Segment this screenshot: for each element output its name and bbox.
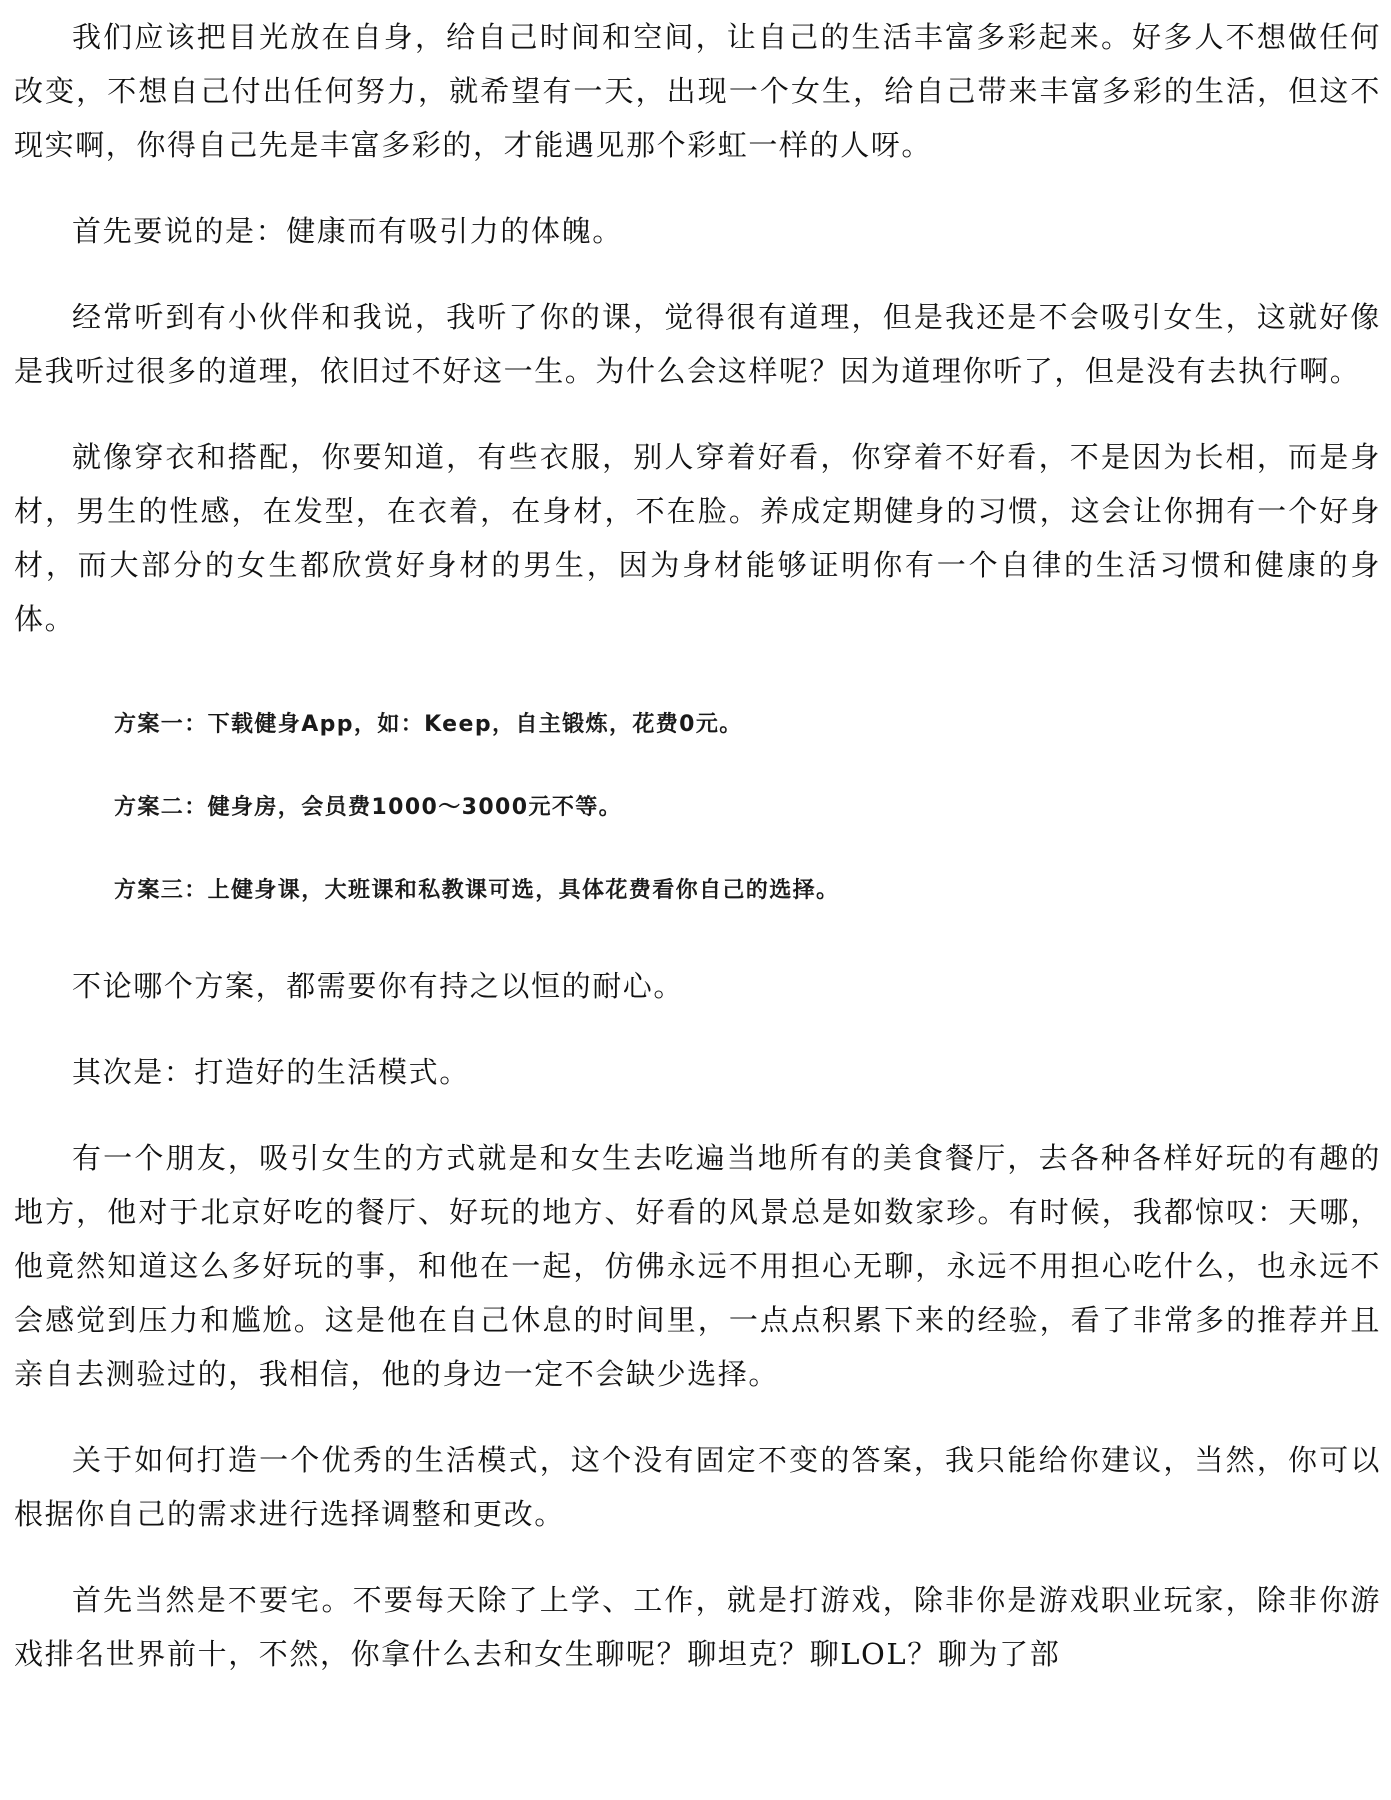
paragraph-advice-execution: 经常听到有小伙伴和我说，我听了你的课，觉得很有道理，但是我还是不会吸引女生，这就好像是我听过很多的道理，依旧过不好这一生。为什么会这样呢？因为道理你听了，但是没有去执行啊。 [14, 300, 1381, 388]
paragraph-intro: 我们应该把目光放在自身，给自己时间和空间，让自己的生活丰富多彩起来。好多人不想做任何改变，不想自己付出任何努力，就希望有一天，出现一个女生，给自己带来丰富多彩的生活，但这不现实啊，你得自己先是丰富多彩的，才能遇见那个彩虹一样的人呀。 [14, 20, 1381, 162]
plan-item-1: 方案一：下载健身App，如：Keep，自主锻炼，花费0元。 [114, 712, 743, 737]
paragraph-persistence: 不论哪个方案，都需要你有持之以恒的耐心。 [72, 969, 685, 1003]
paragraph-lifestyle-advice: 关于如何打造一个优秀的生活模式，这个没有固定不变的答案，我只能给你建议，当然，你可以根据你自己的需求进行选择调整和更改。 [14, 1443, 1381, 1531]
plan-item-3: 方案三：上健身课，大班课和私教课可选，具体花费看你自己的选择。 [114, 878, 840, 903]
paragraph-friend-story: 有一个朋友，吸引女生的方式就是和女生去吃遍当地所有的美食餐厅，去各种各样好玩的有趣的地方，他对于北京好吃的餐厅、好玩的地方、好看的风景总是如数家珍。有时候，我都惊叹：天哪，他竟然知道这么多好玩的事，和他在一起，仿佛永远不用担心无聊，永远不用担心吃什么，也永远不会感觉到压力和尴尬。这是他在自己休息的时间里，一点点积累下来的经验，看了非常多的推荐并且亲自去测验过的，我相信，他的身边一定不会缺少选择。 [14, 1141, 1381, 1391]
plan-item-2: 方案二：健身房，会员费1000～3000元不等。 [114, 795, 623, 820]
paragraph-dont-stay-home: 首先当然是不要宅。不要每天除了上学、工作，就是打游戏，除非你是游戏职业玩家，除非你游戏排名世界前十，不然，你拿什么去和女生聊呢？聊坦克？聊LOL？聊为了部 [14, 1583, 1381, 1671]
paragraph-heading-lifestyle: 其次是：打造好的生活模式。 [72, 1055, 470, 1089]
paragraph-heading-health: 首先要说的是：健康而有吸引力的体魄。 [72, 214, 623, 248]
fitness-plans-list [14, 678, 1381, 906]
paragraph-fitness: 就像穿衣和搭配，你要知道，有些衣服，别人穿着好看，你穿着不好看，不是因为长相，而是身材，男生的性感，在发型，在衣着，在身材，不在脸。养成定期健身的习惯，这会让你拥有一个好身材，而大部分的女生都欣赏好身材的男生，因为身材能够证明你有一个自律的生活习惯和健康的身体。 [14, 440, 1381, 636]
